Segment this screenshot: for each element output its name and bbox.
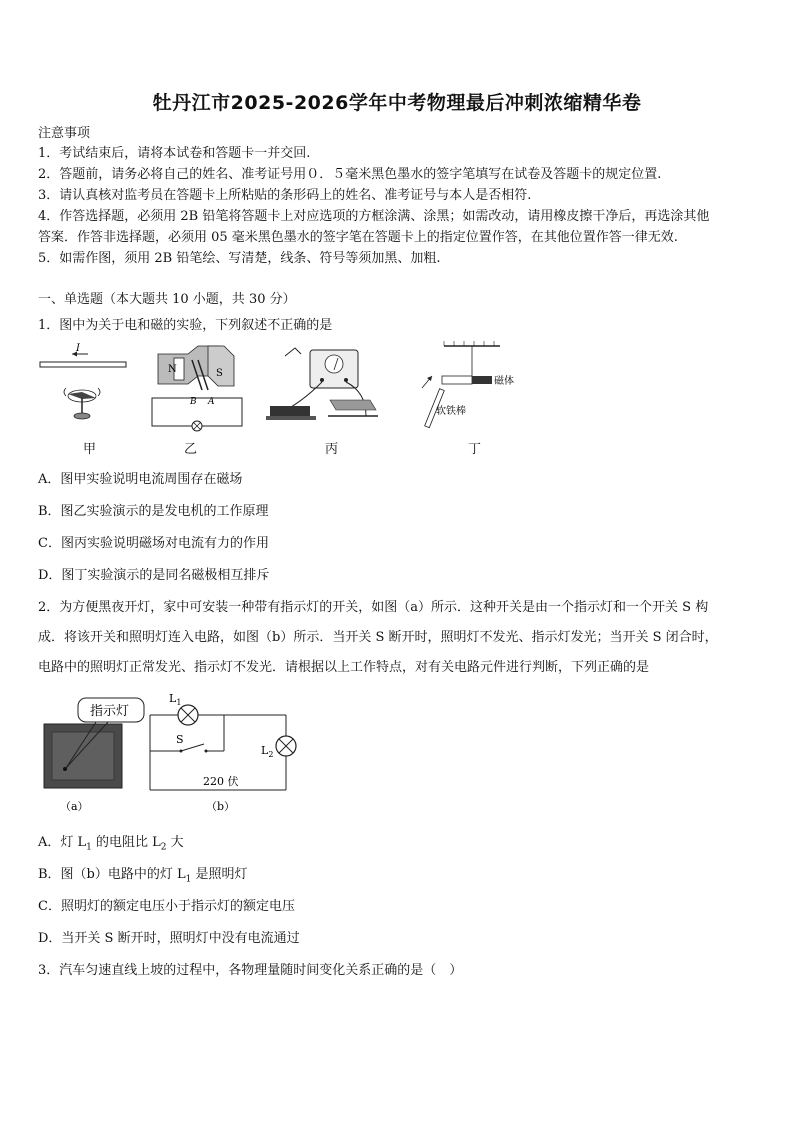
notice-item-5: 5．如需作图，须用 2B 铅笔绘、写清楚，线条、符号等须加黑、加粗. bbox=[38, 251, 441, 266]
q2-figure bbox=[38, 688, 318, 818]
q1-option-a: A．图甲实验说明电流周围存在磁场 bbox=[38, 472, 243, 487]
q2-option-d: D．当开关 S 断开时，照明灯中没有电流通过 bbox=[38, 931, 300, 946]
fig-label-yi: 乙 bbox=[184, 442, 198, 457]
indicator-label: 指示灯 bbox=[90, 704, 130, 719]
section-heading: 一、单选题（本大题共 10 小题，共 30 分） bbox=[38, 292, 296, 307]
notice-item-3: 3．请认真核对监考员在答题卡上所粘贴的条形码上的姓名、准考证号与本人是否相符. bbox=[38, 188, 532, 203]
l2-label: $L_2$ bbox=[261, 744, 274, 759]
notice-heading: 注意事项 bbox=[38, 126, 91, 141]
switch-s-label: S bbox=[176, 733, 184, 746]
notice-item-4: 4．作答选择题，必须用 2B 铅笔将答题卡上对应选项的方框涂满、涂黑；如需改动，请用橡皮擦干净后，再选涂其他 bbox=[38, 209, 710, 224]
figure-bing bbox=[266, 348, 378, 420]
magnet-n-label: N bbox=[168, 364, 177, 375]
point-b-label: B bbox=[190, 397, 197, 407]
soft-iron-label: 软铁棒 bbox=[436, 406, 466, 417]
l1-label: $L_1$ bbox=[169, 692, 182, 707]
switch-photo bbox=[44, 698, 144, 788]
fig-label-ding: 丁 bbox=[468, 442, 482, 457]
q2-option-c: C．照明灯的额定电压小于指示灯的额定电压 bbox=[38, 899, 295, 914]
q2-stem-line-3: 电路中的照明灯正常发光、指示灯不发光．请根据以上工作特点，对有关电路元件进行判断，下列正确的是 bbox=[38, 660, 650, 675]
q3-stem: 3．汽车匀速直线上坡的过程中，各物理量随时间变化关系正确的是（ ） bbox=[38, 963, 463, 978]
point-a-label: A bbox=[208, 397, 215, 407]
figure-yi bbox=[152, 346, 242, 431]
notice-item-2: 2．答题前，请务必将自己的姓名、准考证号用０．５毫米黑色墨水的签字笔填写在试卷及答题卡的规定位置. bbox=[38, 167, 662, 182]
q2-stem-line-2: 成．将该开关和照明灯连入电路，如图（b）所示．当开关 S 断开时，照明灯不发光、指示灯发光；当开关 S 闭合时， bbox=[38, 630, 718, 645]
caption-a: （a） bbox=[60, 800, 89, 813]
q1-stem: 1．图中为关于电和磁的实验，下列叙述不正确的是 bbox=[38, 318, 333, 333]
fig-label-bing: 丙 bbox=[325, 442, 339, 457]
figure-ding bbox=[422, 341, 514, 428]
q2-option-a: A．灯 $L_1$ 的电阻比 $L_2$ 大 bbox=[38, 835, 184, 853]
magnet-s-label: S bbox=[216, 368, 223, 379]
voltage-label: 220 伏 bbox=[203, 775, 239, 788]
caption-b: （b） bbox=[206, 800, 236, 813]
page-title: 牡丹江市2025-2026学年中考物理最后冲刺浓缩精华卷 bbox=[152, 92, 642, 114]
figure-jia bbox=[40, 343, 126, 419]
fig-label-jia: 甲 bbox=[83, 442, 97, 457]
notice-item-1: 1．考试结束后，请将本试卷和答题卡一并交回. bbox=[38, 146, 311, 161]
q1-option-c: C．图丙实验说明磁场对电流有力的作用 bbox=[38, 536, 269, 551]
current-label: I bbox=[76, 343, 80, 354]
q1-option-d: D．图丁实验演示的是同名磁极相互排斥 bbox=[38, 568, 270, 583]
notice-item-4-cont: 答案．作答非选择题，必须用 05 毫米黑色墨水的签字笔在答题卡上的指定位置作答，在其他位置作答一律无效. bbox=[38, 230, 678, 245]
magnet-label: 磁体 bbox=[494, 376, 514, 387]
q1-option-b: B．图乙实验演示的是发电机的工作原理 bbox=[38, 504, 269, 519]
q1-figure bbox=[30, 336, 570, 460]
q2-stem-line-1: 2．为方便黑夜开灯，家中可安装一种带有指示灯的开关，如图（a）所示．这种开关是由一个指示灯和一个开关 S 构 bbox=[38, 600, 709, 615]
q2-option-b: B．图（b）电路中的灯 $L_1$ 是照明灯 bbox=[38, 867, 248, 885]
